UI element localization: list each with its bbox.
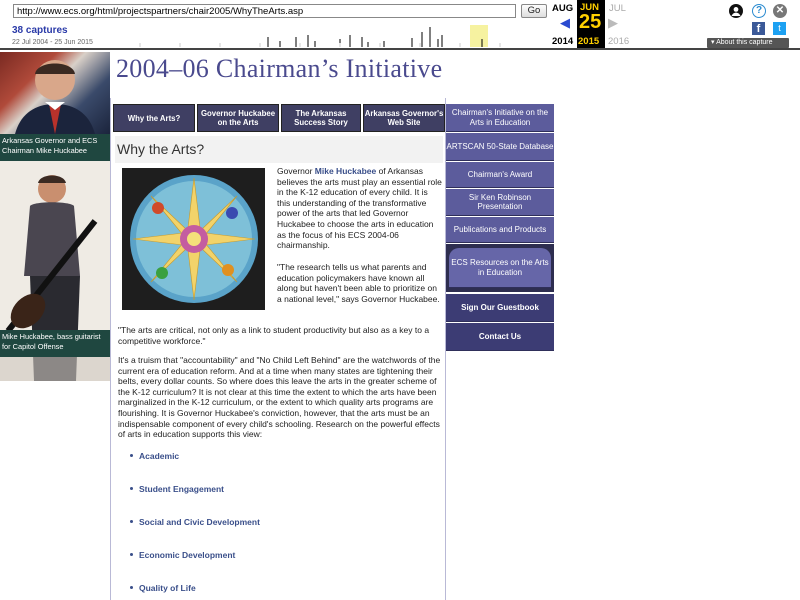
help-icon[interactable]: ? [752,4,766,18]
tab-governor-website[interactable]: Arkansas Governor's Web Site [363,104,445,132]
prev-year[interactable]: 2014 [552,36,574,47]
quote-paragraph-1: "The research tells us what parents and education policymakers have known all along but haven't been able to prioritize on a national level," says Governor Huckabee. [277,262,440,304]
url-input[interactable] [13,4,516,18]
about-capture-label: About this capture [716,39,773,46]
bullet-economic[interactable]: Economic Development [139,550,236,560]
governor-photo [0,52,110,134]
user-icon[interactable] [729,4,743,18]
chevron-down-icon: ▾ [711,39,715,46]
nav-chairmans-award[interactable]: Chairman's Award [446,162,554,188]
nav-chairmans-initiative[interactable]: Chairman's Initiative on the Arts in Education [446,104,554,132]
nav-artscan[interactable]: ARTSCAN 50-State Database [446,133,554,161]
about-capture-button[interactable] [707,38,789,48]
top-tabs [113,104,445,132]
bullet-quality-of-life[interactable]: Quality of Life [139,583,196,593]
body-paragraph: It's a truism that "accountability" and "No Child Left Behind" are the watchwords of the current era of education reform. And at a time when many states are tightening their belts, every dollar counts. So where does this leave the arts in the greater scheme of the K-12 curriculum? It is not clear at this time the extent to which the arts have been marginalized in the K-12 curriculum, or the extent to which quality arts programs are flourishing. It is Governor Huckabee's conviction, however, that the arts must be an indispensable component of every child's schooling. Research on the powerful effects of arts in education supports this view: [118,355,441,440]
nav-publications[interactable]: Publications and Products [446,217,554,243]
tab-arkansas-success[interactable]: The Arkansas Success Story [281,104,361,132]
tab-why-the-arts[interactable]: Why the Arts? [113,104,195,132]
main-content [110,98,446,600]
nav-contact-us[interactable]: Contact Us [446,323,554,351]
close-icon[interactable]: ✕ [773,4,787,18]
prev-capture-arrow-icon[interactable]: ◀ [560,15,570,30]
wayback-toolbar [0,0,800,50]
section-title: Why the Arts? [115,136,443,163]
bullet-social-civic[interactable]: Social and Civic Development [139,517,260,527]
quote-paragraph-2: "The arts are critical, not only as a link to student productivity but also as a key to a competitive workforce." [118,325,430,346]
facebook-icon[interactable]: f [752,22,765,35]
current-capture-block [577,0,605,48]
intro-text-pre: Governor [277,166,315,176]
capture-date-range: 22 Jul 2004 - 25 Jun 2015 [12,39,93,46]
nav-ecs-wrapper [446,244,554,292]
twitter-icon[interactable]: t [773,22,786,35]
intro-paragraph [277,166,442,251]
mike-huckabee-link[interactable]: Mike Huckabee [314,166,377,176]
bullet-academic[interactable]: Academic [139,451,180,461]
page-title: 2004–06 Chairman’s Initiative [116,54,443,83]
nav-guestbook[interactable]: Sign Our Guestbook [446,294,554,322]
prev-month[interactable]: AUG [552,3,574,14]
tab-governor-on-arts[interactable]: Governor Huckabee on the Arts [197,104,279,132]
next-year[interactable]: 2016 [608,36,630,47]
current-year: 2015 [578,36,600,47]
captures-link[interactable]: 38 captures [12,25,68,36]
current-month: JUN [580,2,600,13]
guitarist-photo-caption: Mike Huckabee, bass guitarist for Capitol Offense [0,330,110,357]
next-month[interactable]: JUL [609,3,626,14]
current-day: 25 [579,11,602,33]
go-button[interactable]: Go [521,4,547,18]
arts-mandala-image [122,168,265,310]
nav-ecs-resources[interactable]: ECS Resources on the Arts in Education [449,248,551,288]
bullet-student-engagement[interactable]: Student Engagement [139,484,225,494]
intro-text-post: of Arkansas believes the arts must play an essential role in the K-12 education of every child. It is this understanding of the transformative power of the arts that led Governor Huckabee to choose the arts in education as the focus of his ECS 2004-06 chairmanship. [277,166,442,251]
left-photo-column [0,52,110,600]
next-capture-arrow-icon[interactable]: ▶ [608,15,618,30]
nav-ken-robinson[interactable]: Sir Ken Robinson Presentation [446,189,554,216]
governor-photo-caption: Arkansas Governor and ECS Chairman Mike Huckabee [0,134,110,161]
capture-sparkline[interactable] [100,21,546,47]
